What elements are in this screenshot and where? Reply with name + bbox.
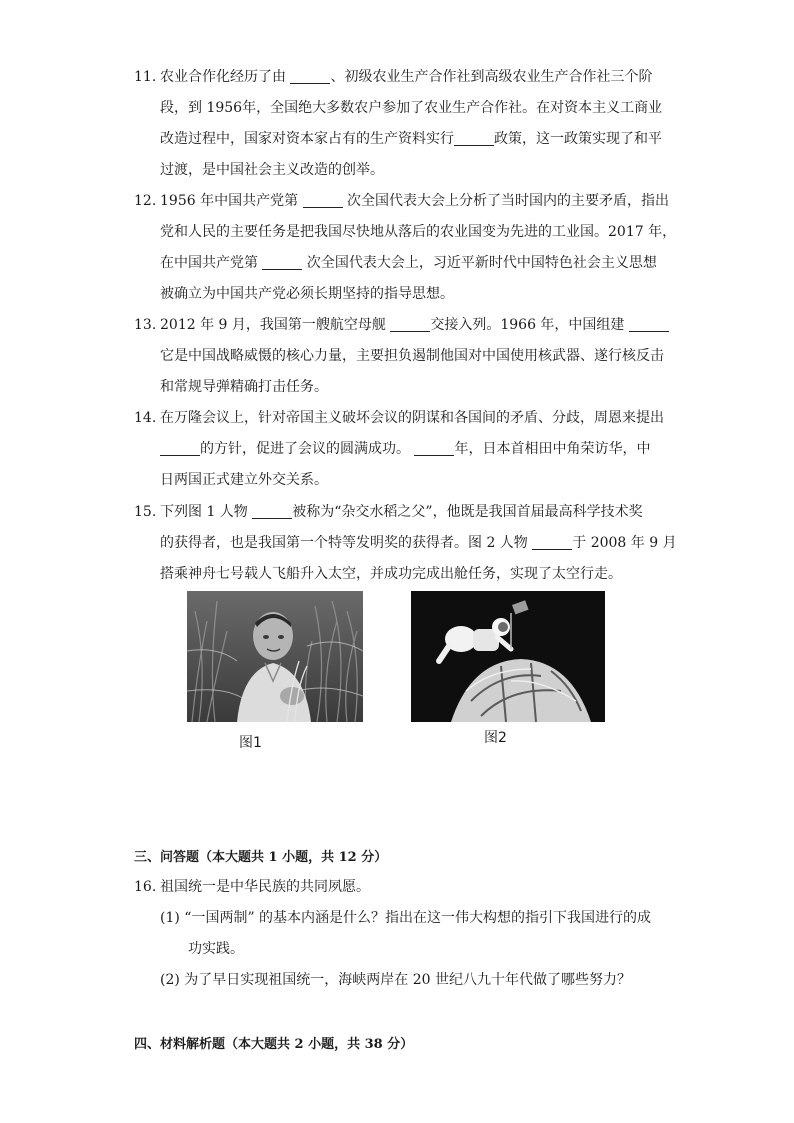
answer-blank[interactable] xyxy=(454,131,494,146)
q16-part-2: (2) 为了早日实现祖国统一，海峡两岸在 20 世纪八九十年代做了哪些努力？ xyxy=(160,972,631,988)
question-number: 16. xyxy=(134,879,157,895)
question-15 xyxy=(134,497,677,590)
q11-text-3b: 政策，这一政策实现了和平 xyxy=(494,131,662,147)
question-number: 14. xyxy=(134,410,157,426)
question-14 xyxy=(134,403,674,496)
rice-field-photo-icon xyxy=(187,591,363,722)
figure-2-caption: 图2 xyxy=(484,730,507,746)
answer-blank[interactable] xyxy=(252,504,292,519)
question-12 xyxy=(134,186,677,310)
answer-blank[interactable] xyxy=(532,535,572,550)
q15-text-2a: 的获得者，也是我国第一个特等发明奖的获得者。图 2 人物 xyxy=(160,535,533,551)
answer-blank[interactable] xyxy=(160,441,200,456)
astronaut-photo-icon xyxy=(411,591,605,722)
q12-text-2: 党和人民的主要任务是把我国尽快地从落后的农业国变为先进的工业国。2017 年， xyxy=(160,224,677,240)
answer-blank[interactable] xyxy=(414,441,454,456)
q13-text-2: 它是中国战略威慑的核心力量，主要担负遏制他国对中国使用核武器、遂行核反击 xyxy=(160,348,664,364)
answer-blank[interactable] xyxy=(290,69,330,84)
question-number: 11. xyxy=(134,69,157,85)
question-number: 15. xyxy=(134,504,157,520)
q12-text-1b: 次全国代表大会上分析了当时国内的主要矛盾，指出 xyxy=(342,193,669,209)
answer-blank[interactable] xyxy=(262,255,302,270)
question-number: 12. xyxy=(134,193,157,209)
q11-text-3a: 改造过程中，国家对资本家占有的生产资料实行 xyxy=(160,131,454,147)
figure-2-photo xyxy=(411,591,605,722)
q12-text-1a: 1956 年中国共产党第 xyxy=(160,193,303,209)
q11-text-2: 段，到 1956年，全国绝大多数农户参加了农业生产合作社。在对资本主义工商业 xyxy=(160,100,663,116)
q14-text-2a: 的方针，促进了会议的圆满成功。 xyxy=(200,441,415,457)
question-16 xyxy=(134,872,674,996)
question-number: 13. xyxy=(134,317,157,333)
q11-text-1a: 农业合作化经历了由 xyxy=(160,69,291,85)
q12-text-3a: 在中国共产党第 xyxy=(160,255,263,271)
q13-text-1a: 2012 年 9 月，我国第一艘航空母舰 xyxy=(160,317,391,333)
q16-stem: 祖国统一是中华民族的共同夙愿。 xyxy=(160,879,370,895)
answer-blank[interactable] xyxy=(303,193,343,208)
section-3-title: 三、问答题（本大题共 1 小题，共 12 分） xyxy=(134,850,388,865)
q16-part-1a: (1) “一国两制” 的基本内涵是什么？指出在这一伟大构想的指引下我国进行的成 xyxy=(160,910,652,926)
q12-text-4: 被确立为中国共产党必须长期坚持的指导思想。 xyxy=(160,286,454,302)
q15-text-3: 搭乘神舟七号载人飞船升入太空，并成功完成出舱任务，实现了太空行走。 xyxy=(160,566,622,582)
figure-1-photo xyxy=(187,591,363,722)
q14-text-2b: 年，日本首相田中角荣访华，中 xyxy=(454,441,651,457)
q14-text-3: 日两国正式建立外交关系。 xyxy=(160,472,328,488)
q13-text-3: 和常规导弹精确打击任务。 xyxy=(160,379,328,395)
answer-blank[interactable] xyxy=(390,317,430,332)
q11-text-1b: 、初级农业生产合作社到高级农业生产合作社三个阶 xyxy=(330,69,653,85)
q15-text-1a: 下列图 1 人物 xyxy=(160,504,253,520)
q13-text-1b: 交接入列。1966 年，中国组建 xyxy=(430,317,629,333)
question-13 xyxy=(134,310,674,403)
question-11 xyxy=(134,62,674,186)
q15-text-2b: 于 2008 年 9 月 xyxy=(572,535,677,551)
q11-text-4: 过渡，是中国社会主义改造的创举。 xyxy=(160,162,384,178)
q15-text-1b: 被称为“杂交水稻之父”，他既是我国首届最高科学技术奖 xyxy=(292,504,643,520)
q14-text-1: 在万隆会议上，针对帝国主义破坏会议的阴谋和各国间的矛盾、分歧，周恩来提出 xyxy=(160,410,664,426)
answer-blank[interactable] xyxy=(629,317,669,332)
figure-1-caption: 图1 xyxy=(239,735,262,751)
section-4-title: 四、材料解析题（本大题共 2 小题，共 38 分） xyxy=(134,1037,414,1052)
q16-part-1b: 功实践。 xyxy=(188,941,244,957)
q12-text-3b: 次全国代表大会上，习近平新时代中国特色社会主义思想 xyxy=(302,255,657,271)
